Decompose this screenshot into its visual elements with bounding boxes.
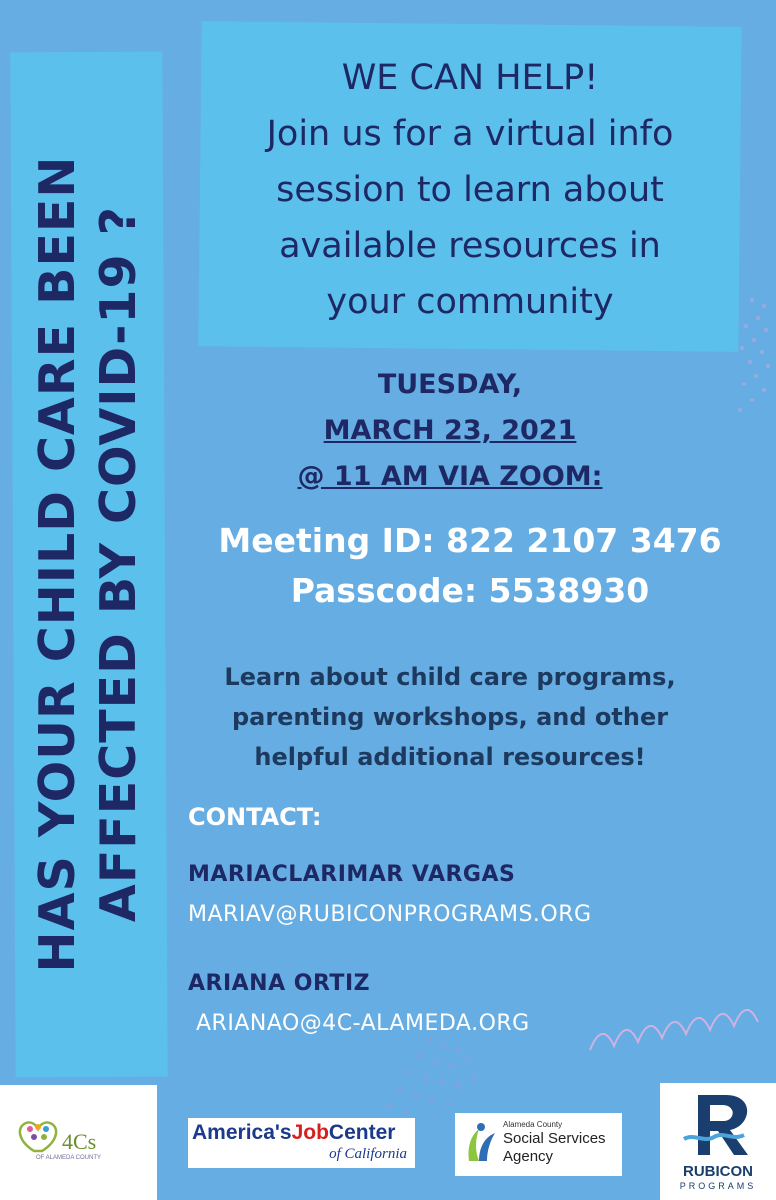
ajcc-part3: Center xyxy=(328,1121,396,1144)
swirl-decoration xyxy=(590,1010,758,1050)
ajcc-title xyxy=(192,1121,395,1145)
rubicon-sub: PROGRAMS xyxy=(679,1181,757,1191)
logo-americas-job-center xyxy=(188,1118,415,1168)
rubicon-r-icon xyxy=(660,1083,776,1163)
learn-line: parenting workshops, and other xyxy=(231,703,669,731)
contact-entry xyxy=(188,964,530,1044)
contact-name: ARIANA ORTIZ xyxy=(188,971,371,996)
ajcc-part2: Job xyxy=(291,1121,329,1144)
contact-email[interactable]: MARIAV@RUBICONPROGRAMS.ORG xyxy=(188,902,592,927)
ajcc-part1: America's xyxy=(192,1121,292,1144)
rubicon-name: RUBICON xyxy=(683,1163,753,1180)
contact-label: CONTACT: xyxy=(188,803,322,831)
side-headline xyxy=(27,44,149,1084)
event-date xyxy=(240,362,660,500)
ssa-line2: Social Services xyxy=(503,1130,606,1147)
ssa-line3: Agency xyxy=(503,1148,554,1165)
dot-cluster xyxy=(388,1038,476,1114)
event-day: TUESDAY, xyxy=(377,369,523,400)
fourcs-name: 4Cs xyxy=(62,1129,97,1154)
side-headline-line1: HAS YOUR CHILD CARE BEEN xyxy=(29,155,86,973)
ajcc-subtitle: of California xyxy=(329,1146,407,1162)
ssa-county: Alameda County xyxy=(503,1120,563,1129)
learn-text xyxy=(180,657,720,777)
help-line: available resources in xyxy=(279,226,661,266)
contact-email[interactable]: ARIANAO@4C-ALAMEDA.ORG xyxy=(196,1011,530,1036)
meeting-id: Meeting ID: 822 2107 3476 xyxy=(218,521,722,560)
event-date-line: MARCH 23, 2021 xyxy=(323,415,577,446)
logo-4cs xyxy=(0,1085,157,1200)
learn-line: Learn about child care programs, xyxy=(224,663,676,691)
learn-line: helpful additional resources! xyxy=(254,743,646,771)
contact-entry xyxy=(188,855,592,935)
contact-name: MARIACLARIMAR VARGAS xyxy=(188,862,516,887)
fourcs-sub: OF ALAMEDA COUNTY xyxy=(36,1155,102,1161)
dot-pattern xyxy=(738,298,770,412)
help-line: Join us for a virtual info xyxy=(266,114,674,154)
help-text xyxy=(200,50,740,330)
ssa-figure-icon xyxy=(461,1121,501,1171)
meeting-passcode: Passcode: 5538930 xyxy=(290,571,650,610)
help-line: session to learn about xyxy=(276,170,664,210)
meeting-info xyxy=(190,516,750,616)
logo-rubicon xyxy=(660,1083,776,1200)
side-headline-line2: AFFECTED BY COVID-19 ? xyxy=(90,205,147,923)
help-line: your community xyxy=(326,282,614,322)
event-time: @ 11 AM VIA ZOOM: xyxy=(297,461,603,492)
help-line: WE CAN HELP! xyxy=(341,58,599,98)
logo-social-services xyxy=(455,1113,622,1176)
